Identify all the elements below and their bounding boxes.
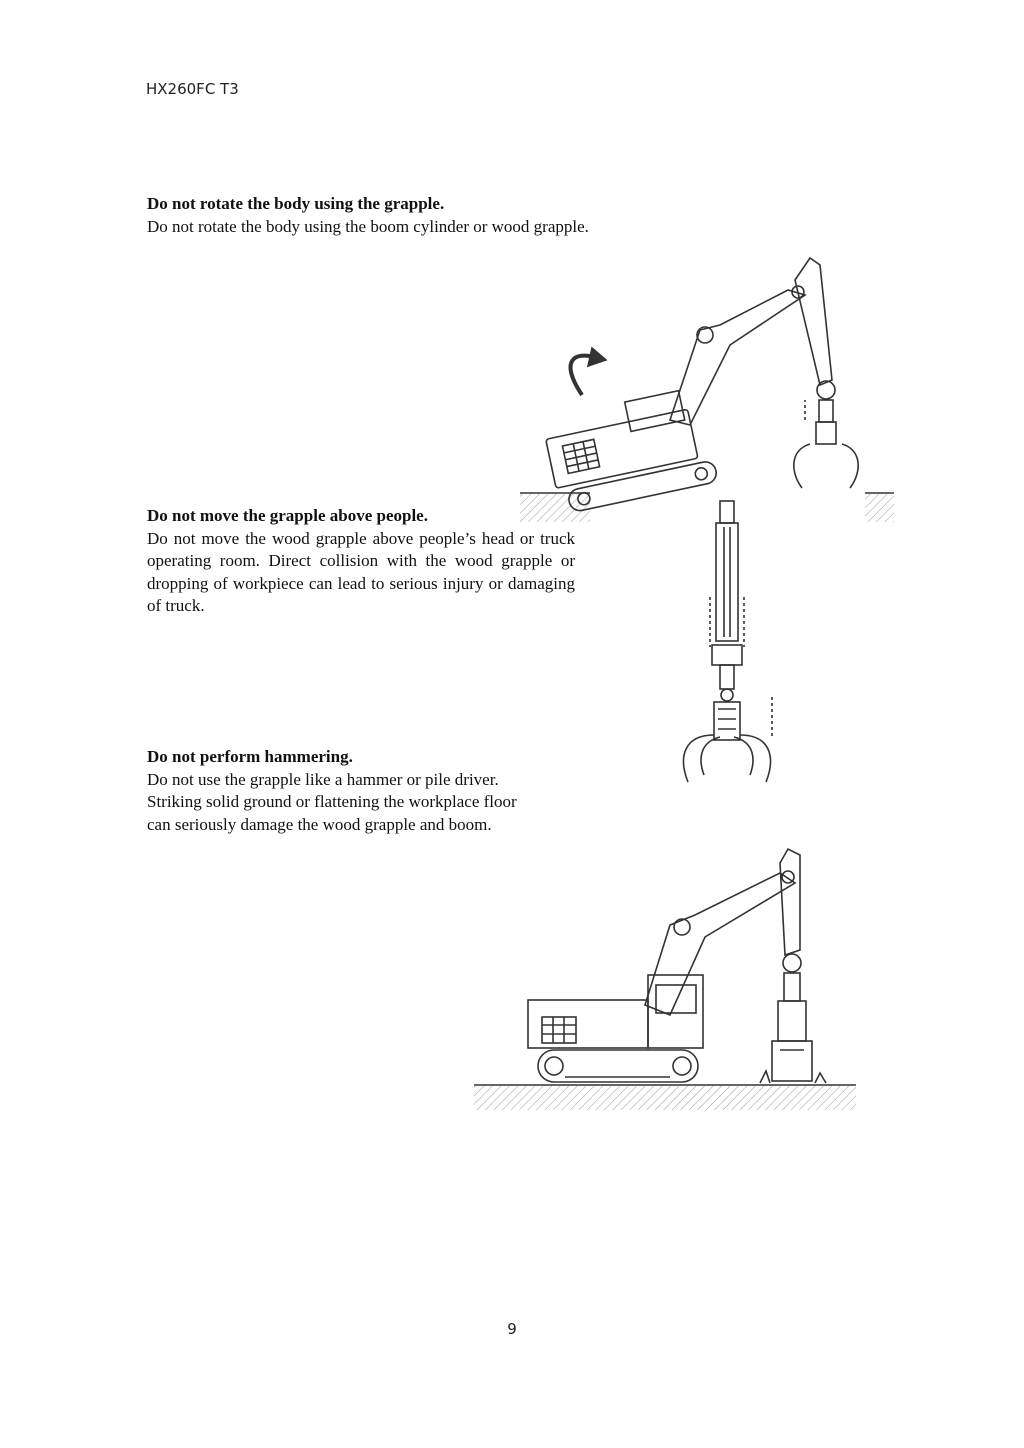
grapple-front-view-icon	[672, 497, 782, 789]
section-body-line: Striking solid ground or flattening the workplace floor	[147, 792, 517, 811]
page-number: 9	[507, 1320, 517, 1338]
excavator-tilting-illustration	[520, 250, 894, 528]
section-body: Do not rotate the body using the boom cylinder or wood grapple.	[147, 216, 589, 236]
section-title: Do not move the grapple above people.	[147, 506, 428, 525]
section-title: Do not rotate the body using the grapple.	[147, 194, 445, 213]
section-hammering	[147, 746, 567, 836]
section-grapple-above-people	[147, 505, 575, 618]
excavator-tilting-icon	[520, 250, 894, 528]
excavator-hammering-illustration	[470, 845, 860, 1115]
grapple-front-view-illustration	[672, 497, 782, 789]
document-header: HX260FC T3	[146, 80, 239, 98]
section-body: Do not move the wood grapple above people’s head or truck operating room. Direct collision with the wood grapple or dropping of workpiece can lead to serious injury or damaging of truck.	[147, 528, 575, 615]
section-rotate-body	[147, 193, 667, 238]
section-title: Do not perform hammering.	[147, 747, 353, 766]
section-body-line: Do not use the grapple like a hammer or pile driver.	[147, 769, 499, 789]
excavator-hammering-icon	[470, 845, 860, 1115]
section-body-line: can seriously damage the wood grapple and boom.	[147, 814, 492, 834]
